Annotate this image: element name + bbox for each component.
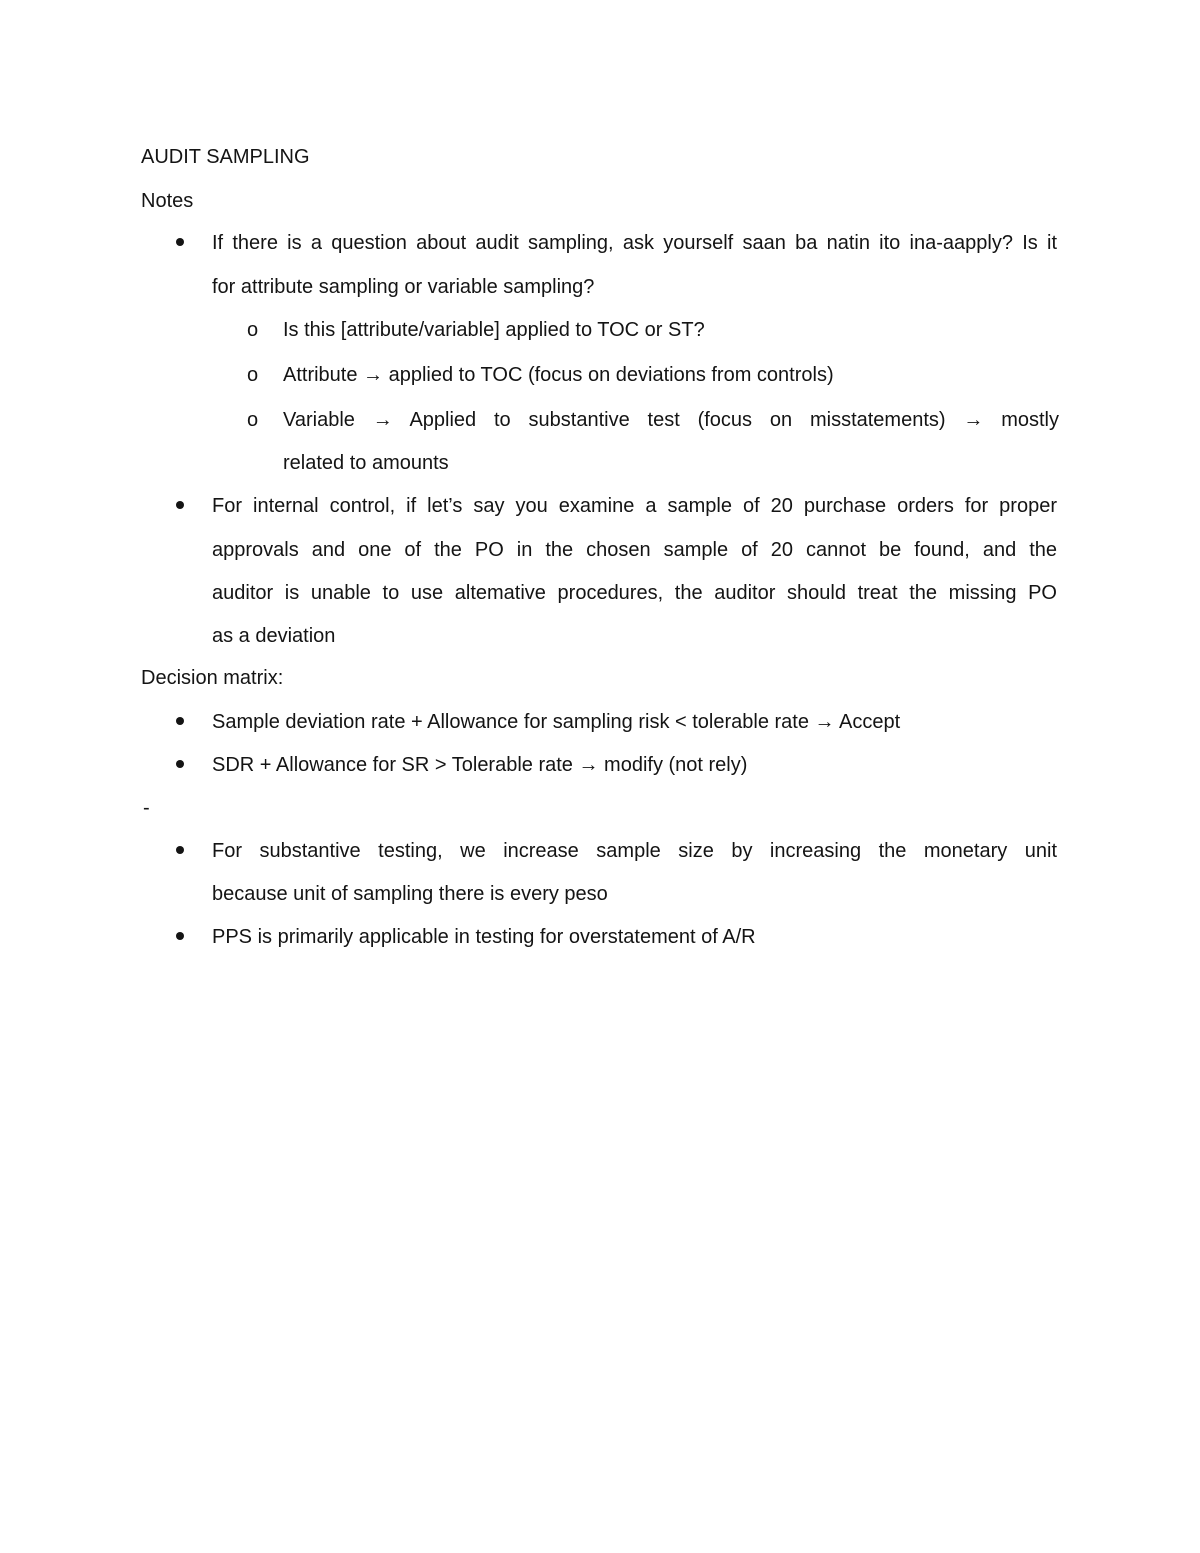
decision-heading: Decision matrix:	[141, 667, 284, 689]
bullet2-line4: as a deviation	[212, 625, 336, 647]
decision-item-1: Sample deviation rate + Allowance for sampling risk < tolerable rate → Accept	[212, 711, 901, 733]
bullet1-line1: If there is a question about audit sampling, ask yourself saan ba natin ito ina-aapply? Is it	[212, 232, 1057, 254]
bullet3-line2: because unit of sampling there is every peso	[212, 883, 608, 905]
sub-bullet-icon: o	[247, 409, 259, 431]
dash-marker: -	[143, 797, 150, 819]
bullet1-sub2: Attribute → applied to TOC (focus on deviations from controls)	[283, 364, 834, 386]
bullet1-sub1: Is this [attribute/variable] applied to TOC or ST?	[283, 319, 705, 341]
bullet-icon	[176, 717, 184, 725]
bullet-icon	[176, 760, 184, 768]
decision-item-2: SDR + Allowance for SR > Tolerable rate → modify (not rely)	[212, 754, 748, 776]
bullet1-sub3-line1: Variable → Applied to substantive test (focus on misstatements) → mostly	[283, 409, 1059, 431]
bullet-icon	[176, 238, 184, 246]
bullet2-line1: For internal control, if let’s say you examine a sample of 20 purchase orders for proper	[212, 495, 1057, 517]
bullet-icon	[176, 846, 184, 854]
document-title: AUDIT SAMPLING	[141, 146, 310, 168]
bullet1-line2: for attribute sampling or variable sampling?	[212, 276, 595, 298]
bullet2-line2: approvals and one of the PO in the chosen sample of 20 cannot be found, and the	[212, 539, 1057, 561]
sub-bullet-icon: o	[247, 319, 259, 341]
sub-bullet-icon: o	[247, 364, 259, 386]
bullet3-line1: For substantive testing, we increase sample size by increasing the monetary unit	[212, 840, 1057, 862]
notes-heading: Notes	[141, 190, 194, 212]
bullet1-sub3-line2: related to amounts	[283, 452, 449, 474]
bullet-icon	[176, 501, 184, 509]
bullet2-line3: auditor is unable to use altemative procedures, the auditor should treat the missing PO	[212, 582, 1057, 604]
bullet4-line: PPS is primarily applicable in testing for overstatement of A/R	[212, 926, 756, 948]
bullet-icon	[176, 932, 184, 940]
